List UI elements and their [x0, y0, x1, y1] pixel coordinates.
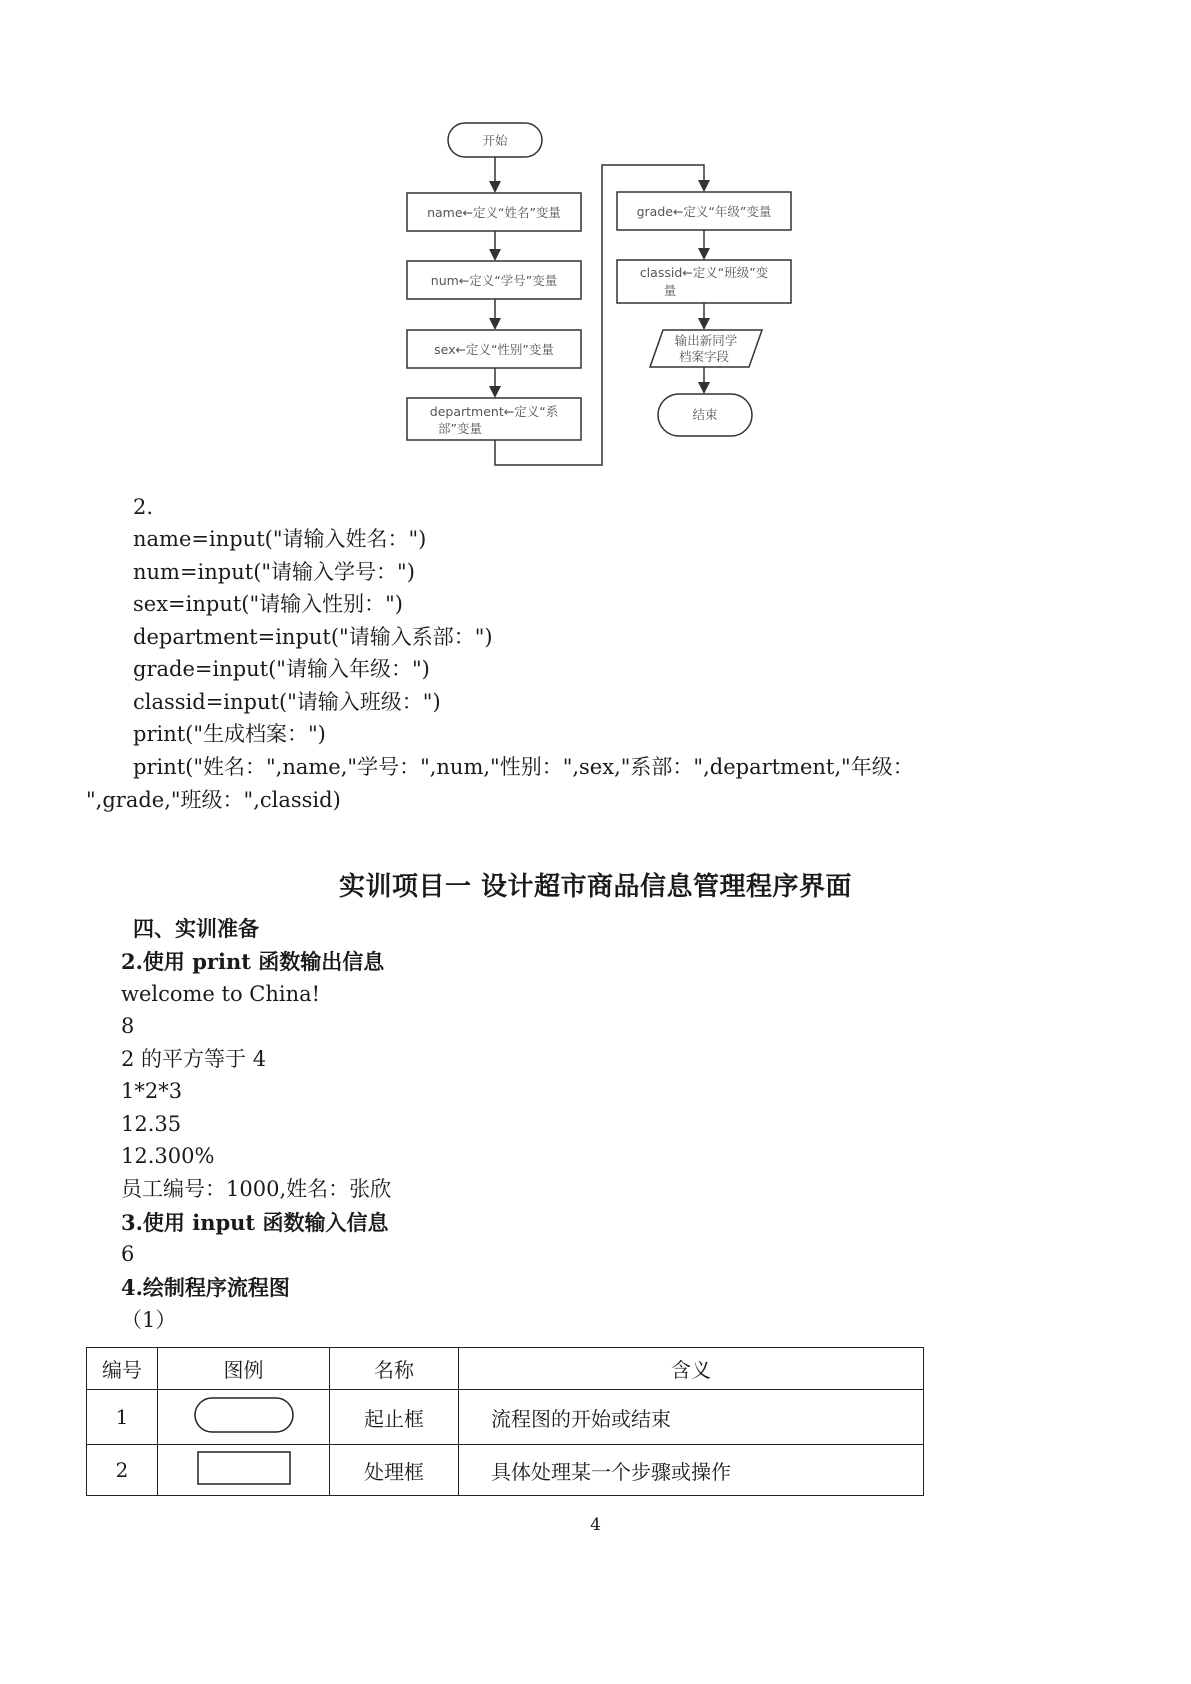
- header-cell: 编号: [87, 1348, 158, 1390]
- header-cell: 含义: [459, 1348, 924, 1390]
- code-line: num=input("请输入学号："): [133, 560, 415, 584]
- output-line: 8: [121, 1014, 135, 1038]
- output-line: welcome to China!: [121, 982, 321, 1006]
- row-number: 2: [87, 1445, 158, 1496]
- symbol-name: 起止框: [330, 1390, 459, 1445]
- step1-label: name←定义“姓名”变量: [427, 205, 561, 220]
- code-line: name=input("请输入姓名："): [133, 527, 427, 551]
- sub-heading: 四、实训准备: [133, 916, 259, 941]
- output-line: 12.300%: [121, 1144, 215, 1168]
- header-cell: 名称: [330, 1348, 459, 1390]
- output-label-2: 档案字段: [678, 349, 730, 364]
- step5-label: grade←定义“年级”变量: [636, 204, 772, 219]
- step4-label-1: department←定义“系: [429, 404, 559, 419]
- process-symbol-icon: [196, 1450, 292, 1486]
- heading-print: 2.使用 print 函数输出信息: [121, 949, 385, 974]
- output-label-1: 输出新同学: [674, 333, 738, 348]
- flowchart-symbol-table: [86, 1347, 924, 1496]
- terminator-symbol-icon: [192, 1395, 296, 1435]
- row-number: 1: [87, 1390, 158, 1445]
- code-line: grade=input("请输入年级："): [133, 657, 430, 681]
- table-row: [87, 1445, 924, 1496]
- legend-cell: [158, 1445, 330, 1496]
- output-line: 2 的平方等于 4: [121, 1047, 267, 1071]
- input-output: 6: [121, 1242, 135, 1266]
- code-line: print("姓名：",name,"学号：",num,"性别：",sex,"系部：",department,"年级：: [133, 755, 914, 779]
- output-line: 1*2*3: [121, 1079, 183, 1103]
- legend-cell: [158, 1390, 330, 1445]
- step6-label-2: 量: [663, 283, 677, 298]
- page-number: 4: [590, 1515, 601, 1535]
- flowchart: [370, 105, 800, 485]
- code-line: ",grade,"班级：",classid): [86, 788, 341, 812]
- heading-input: 3.使用 input 函数输入信息: [121, 1210, 389, 1235]
- start-label: 开始: [482, 133, 508, 148]
- output-line: 12.35: [121, 1112, 182, 1136]
- table-header-row: [87, 1348, 924, 1390]
- step3-label: sex←定义“性别”变量: [434, 342, 554, 357]
- symbol-meaning: 具体处理某一个步骤或操作: [459, 1445, 924, 1496]
- code-number: 2.: [133, 495, 154, 519]
- code-line: sex=input("请输入性别："): [133, 592, 403, 616]
- section-title: 实训项目一 设计超市商品信息管理程序界面: [338, 872, 853, 902]
- table-row: [87, 1390, 924, 1445]
- step2-label: num←定义“学号”变量: [430, 273, 558, 288]
- code-line: print("生成档案："): [133, 722, 326, 746]
- end-label: 结束: [692, 407, 718, 422]
- code-line: department=input("请输入系部："): [133, 625, 493, 649]
- sub-number: （1）: [121, 1308, 177, 1332]
- output-line: 员工编号：1000,姓名：张欣: [121, 1177, 392, 1201]
- heading-flowchart: 4.绘制程序流程图: [121, 1275, 290, 1300]
- step4-label-2: 部”变量: [438, 421, 482, 436]
- step6-label-1: classid←定义“班级”变: [639, 265, 769, 280]
- header-cell: 图例: [158, 1348, 330, 1390]
- symbol-name: 处理框: [330, 1445, 459, 1496]
- symbol-meaning: 流程图的开始或结束: [459, 1390, 924, 1445]
- code-line: classid=input("请输入班级："): [133, 690, 441, 714]
